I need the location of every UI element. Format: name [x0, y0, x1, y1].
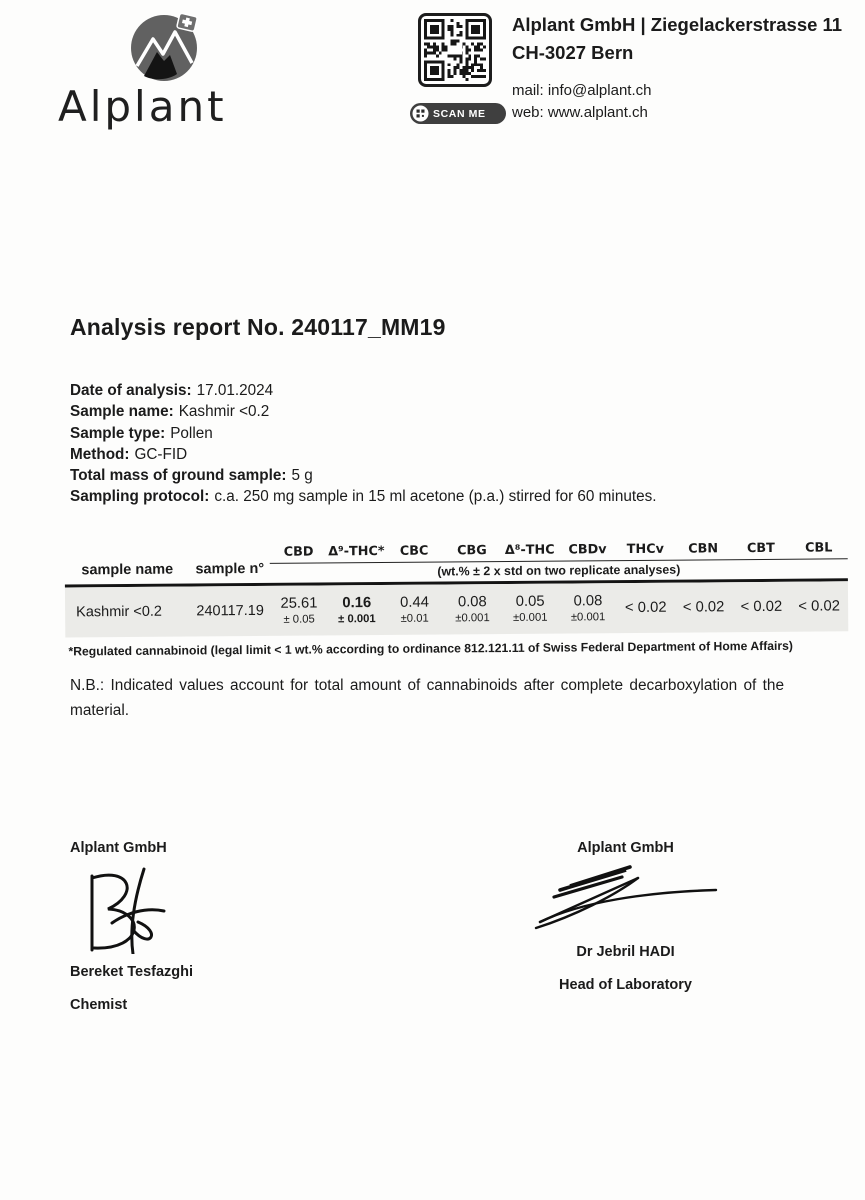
table-row — [65, 581, 848, 637]
meta-total-mass: Total mass of ground sample: 5 g — [70, 467, 313, 485]
cell-d9-thc: 0.16 ± 0.001 — [338, 594, 376, 626]
company-mail: mail: info@alplant.ch — [512, 82, 652, 99]
col-d8-thc: Δ⁸-THC — [504, 542, 555, 559]
cell-cbdv: 0.08 ±0.001 — [570, 592, 606, 624]
meta-sampling-protocol: Sampling protocol: c.a. 250 mg sample in 15 ml acetone (p.a.) stirred for 60 minutes. — [70, 488, 657, 506]
table-header — [65, 530, 848, 587]
analyte-column-labels — [270, 530, 848, 564]
alplant-mountain-logo-icon — [127, 10, 205, 86]
signature-role-right: Head of Laboratory — [559, 977, 692, 993]
nb-note: N.B.: Indicated values account for total amount of cannabinoids after complete decarboxylation of the material. — [70, 677, 784, 719]
meta-sample-name: Sample name: Kashmir <0.2 — [70, 403, 270, 421]
col-cbdv: CBDv — [568, 542, 607, 558]
meta-date: Date of analysis: 17.01.2024 — [70, 382, 274, 399]
cell-cbd: 25.61 ± 0.05 — [280, 595, 318, 626]
signature-company-right: Alplant GmbH — [577, 840, 674, 856]
scan-me-label: SCAN ME — [433, 107, 486, 120]
col-thcv: THCv — [626, 541, 664, 558]
qr-code — [418, 13, 492, 87]
col-cbc: CBC — [399, 543, 429, 559]
results-table — [65, 530, 849, 658]
meta-method: Method: GC-FID — [70, 445, 188, 463]
cell-cbg: 0.08 ±0.001 — [455, 593, 490, 625]
regulated-cannabinoid-footnote: *Regulated cannabinoid (legal limit < 1 wt.% according to ordinance 812.121.11 of Swiss Federal Department of Home Affairs) — [68, 638, 794, 659]
cell-cbn: < 0.02 — [682, 599, 725, 616]
unit-note: (wt.% ± 2 x std on two replicate analyses) — [437, 562, 681, 579]
report-title: Analysis report No. 240117_MM19 — [70, 314, 446, 340]
company-address-block — [512, 16, 857, 120]
cell-cbt: < 0.02 — [740, 598, 783, 615]
report-metadata — [70, 380, 657, 508]
signature-name-right: Dr Jebril HADI — [576, 944, 675, 960]
signature-company-left: Alplant GmbH — [70, 840, 167, 856]
col-cbg: CBG — [457, 543, 487, 559]
scan-me-badge — [410, 103, 506, 124]
col-sample-number: sample n° — [195, 560, 265, 578]
alplant-wordmark: Alplant — [58, 82, 227, 131]
cell-thcv: < 0.02 — [624, 599, 667, 616]
company-web: web: www.alplant.ch — [512, 104, 648, 121]
signature-name-left: Bereket Tesfazghi — [70, 964, 194, 980]
col-d9-thc: Δ⁹-THC* — [328, 543, 385, 560]
col-cbn: CBN — [688, 541, 719, 557]
signature-block-chemist — [70, 840, 300, 1013]
meta-sample-type: Sample type: Pollen — [70, 424, 213, 442]
company-city: CH-3027 Bern — [512, 41, 634, 63]
qr-scan-icon — [412, 105, 429, 122]
signature-block-head-of-lab — [508, 840, 743, 993]
cell-d8-thc: 0.05 ±0.001 — [512, 593, 548, 625]
col-cbl: CBL — [805, 540, 833, 556]
signature-right — [526, 862, 726, 934]
signature-left — [78, 866, 198, 954]
cell-sample-number: 240117.19 — [196, 602, 264, 620]
cell-cbl: < 0.02 — [798, 598, 841, 615]
cell-cbc: 0.44 ±0.01 — [400, 594, 430, 626]
col-cbt: CBT — [746, 540, 775, 557]
signature-role-left: Chemist — [70, 997, 128, 1013]
cell-sample-name: Kashmir <0.2 — [76, 603, 163, 621]
company-name-address: Alplant GmbH | Ziegelackerstrasse 11 — [512, 14, 843, 35]
col-sample-name: sample name — [81, 561, 174, 579]
col-cbd: CBD — [283, 544, 314, 560]
